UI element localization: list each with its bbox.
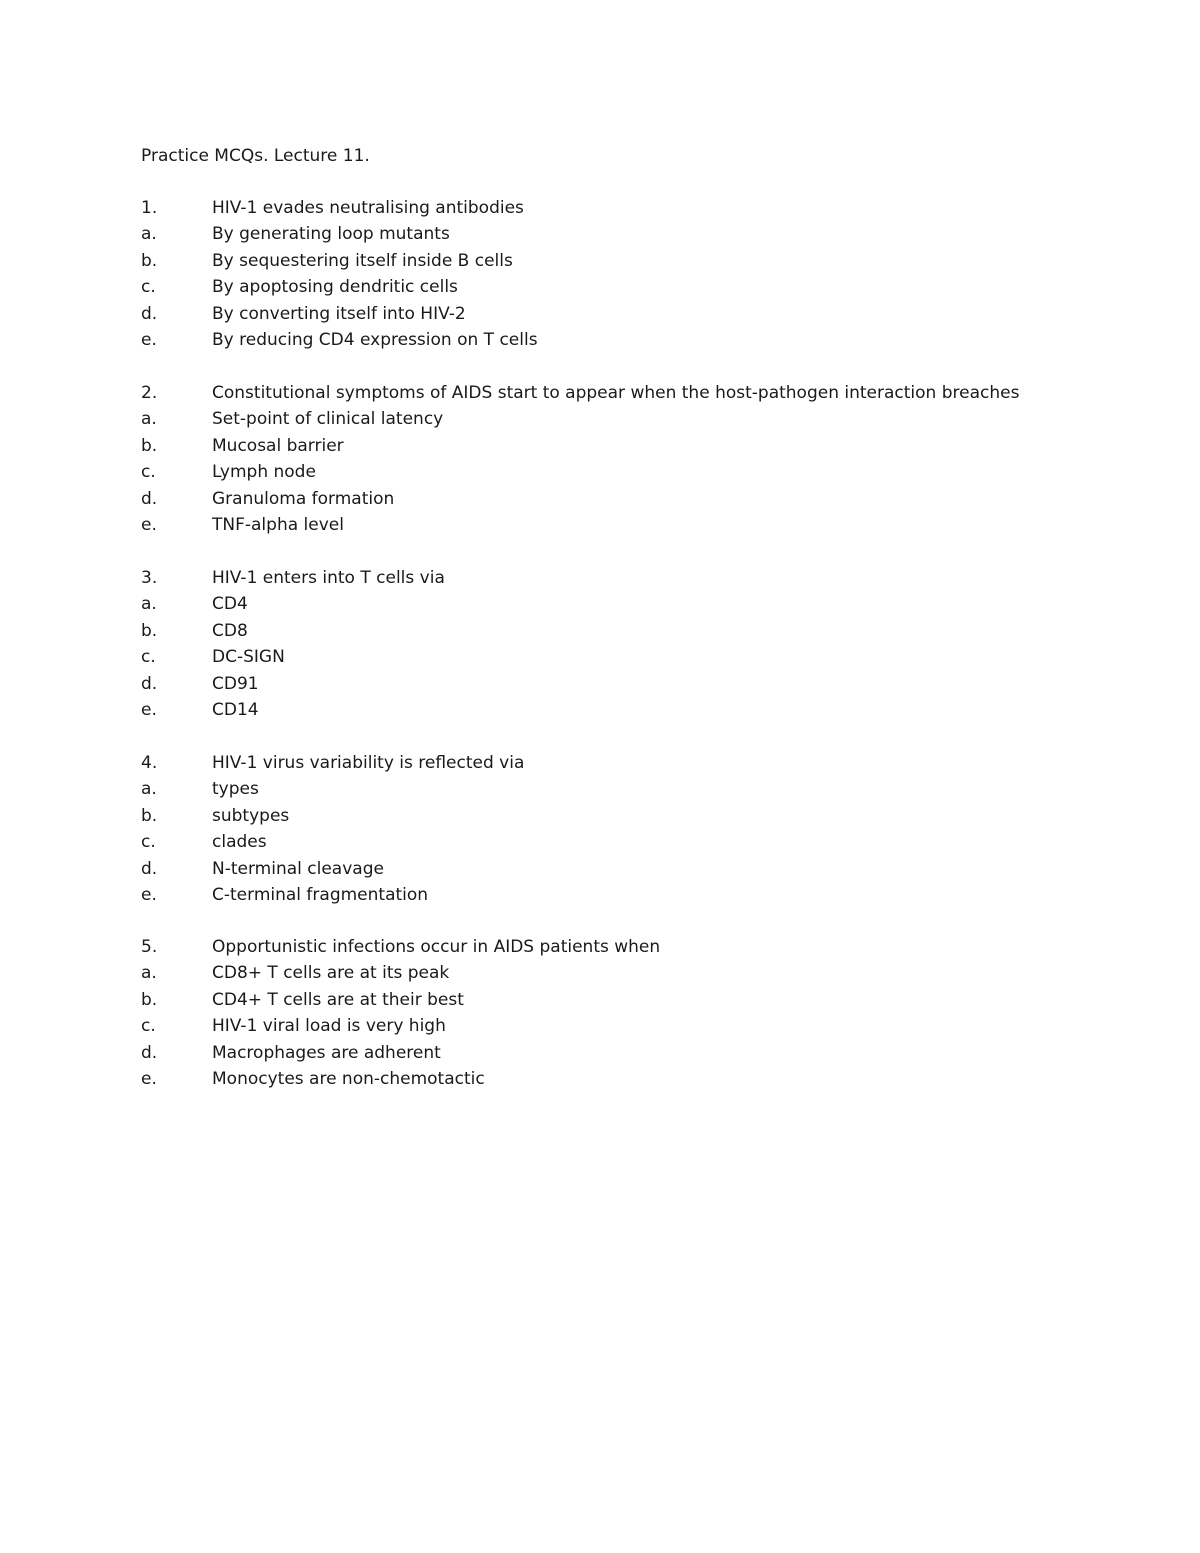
option-text: CD4 bbox=[212, 594, 248, 615]
option-e bbox=[141, 882, 1141, 908]
option-text: CD8+ T cells are at its peak bbox=[212, 963, 450, 984]
question-stem bbox=[141, 195, 1141, 221]
option-text: Granuloma formation bbox=[212, 488, 395, 509]
question-number: 5. bbox=[141, 937, 158, 957]
option-text: C-terminal fragmentation bbox=[212, 884, 429, 905]
option-text: By sequestering itself inside B cells bbox=[212, 250, 513, 271]
option-letter: a. bbox=[141, 409, 157, 430]
question-3 bbox=[141, 565, 1141, 723]
option-c bbox=[141, 644, 1141, 670]
option-text: Monocytes are non-chemotactic bbox=[212, 1068, 485, 1089]
option-letter: c. bbox=[141, 647, 156, 668]
option-text: By generating loop mutants bbox=[212, 224, 450, 245]
option-text: subtypes bbox=[212, 805, 290, 826]
option-a bbox=[141, 591, 1141, 617]
question-text: Constitutional symptoms of AIDS start to appear when the host-pathogen interaction breaches bbox=[212, 383, 1020, 403]
option-d bbox=[141, 856, 1141, 882]
option-letter: e. bbox=[141, 329, 157, 350]
option-letter: e. bbox=[141, 1068, 157, 1089]
question-text: HIV-1 enters into T cells via bbox=[212, 568, 445, 588]
option-letter: b. bbox=[141, 620, 158, 641]
option-letter: b. bbox=[141, 805, 158, 826]
option-b bbox=[141, 433, 1141, 459]
option-text: TNF-alpha level bbox=[212, 514, 344, 535]
option-letter: c. bbox=[141, 832, 156, 853]
option-letter: d. bbox=[141, 858, 158, 879]
option-letter: b. bbox=[141, 250, 158, 271]
option-text: By converting itself into HIV-2 bbox=[212, 303, 466, 324]
option-text: CD8 bbox=[212, 620, 248, 641]
option-a bbox=[141, 960, 1141, 986]
option-letter: a. bbox=[141, 779, 157, 800]
option-letter: b. bbox=[141, 989, 158, 1010]
option-text: clades bbox=[212, 832, 267, 853]
option-e bbox=[141, 512, 1141, 538]
option-d bbox=[141, 1040, 1141, 1066]
option-letter: d. bbox=[141, 303, 158, 324]
option-text: Macrophages are adherent bbox=[212, 1042, 441, 1063]
option-letter: c. bbox=[141, 277, 156, 298]
question-text: HIV-1 evades neutralising antibodies bbox=[212, 198, 524, 218]
question-2 bbox=[141, 380, 1141, 538]
option-letter: a. bbox=[141, 963, 157, 984]
option-d bbox=[141, 671, 1141, 697]
option-letter: b. bbox=[141, 435, 158, 456]
option-text: types bbox=[212, 779, 259, 800]
question-4 bbox=[141, 750, 1141, 908]
question-5 bbox=[141, 934, 1141, 1092]
option-text: CD91 bbox=[212, 673, 259, 694]
option-c bbox=[141, 274, 1141, 300]
option-e bbox=[141, 697, 1141, 723]
option-letter: e. bbox=[141, 699, 157, 720]
option-text: Lymph node bbox=[212, 462, 316, 483]
option-letter: c. bbox=[141, 462, 156, 483]
option-text: CD4+ T cells are at their best bbox=[212, 989, 464, 1010]
option-e bbox=[141, 1066, 1141, 1092]
option-c bbox=[141, 1013, 1141, 1039]
question-stem bbox=[141, 934, 1141, 960]
question-number: 3. bbox=[141, 568, 158, 588]
option-text: CD14 bbox=[212, 699, 259, 720]
option-letter: c. bbox=[141, 1016, 156, 1037]
question-stem bbox=[141, 380, 1141, 406]
option-letter: d. bbox=[141, 1042, 158, 1063]
option-letter: a. bbox=[141, 594, 157, 615]
option-text: Mucosal barrier bbox=[212, 435, 344, 456]
question-number: 4. bbox=[141, 753, 158, 773]
option-c bbox=[141, 459, 1141, 485]
option-a bbox=[141, 221, 1141, 247]
option-e bbox=[141, 327, 1141, 353]
option-d bbox=[141, 301, 1141, 327]
option-text: Set-point of clinical latency bbox=[212, 409, 444, 430]
question-text: Opportunistic infections occur in AIDS patients when bbox=[212, 937, 661, 957]
option-letter: d. bbox=[141, 488, 158, 509]
option-letter: d. bbox=[141, 673, 158, 694]
question-text: HIV-1 virus variability is reflected via bbox=[212, 753, 525, 773]
option-a bbox=[141, 406, 1141, 432]
option-a bbox=[141, 776, 1141, 802]
question-stem bbox=[141, 750, 1141, 776]
question-1 bbox=[141, 195, 1141, 353]
option-d bbox=[141, 486, 1141, 512]
option-b bbox=[141, 618, 1141, 644]
option-c bbox=[141, 829, 1141, 855]
option-text: By apoptosing dendritic cells bbox=[212, 277, 458, 298]
question-stem bbox=[141, 565, 1141, 591]
question-number: 2. bbox=[141, 383, 158, 403]
option-b bbox=[141, 248, 1141, 274]
option-text: DC-SIGN bbox=[212, 647, 285, 668]
question-number: 1. bbox=[141, 198, 158, 218]
option-b bbox=[141, 803, 1141, 829]
option-text: HIV-1 viral load is very high bbox=[212, 1016, 446, 1037]
option-b bbox=[141, 987, 1141, 1013]
option-text: By reducing CD4 expression on T cells bbox=[212, 329, 538, 350]
option-letter: e. bbox=[141, 514, 157, 535]
option-text: N-terminal cleavage bbox=[212, 858, 384, 879]
option-letter: e. bbox=[141, 884, 157, 905]
option-letter: a. bbox=[141, 224, 157, 245]
document-title: Practice MCQs. Lecture 11. bbox=[141, 146, 370, 166]
